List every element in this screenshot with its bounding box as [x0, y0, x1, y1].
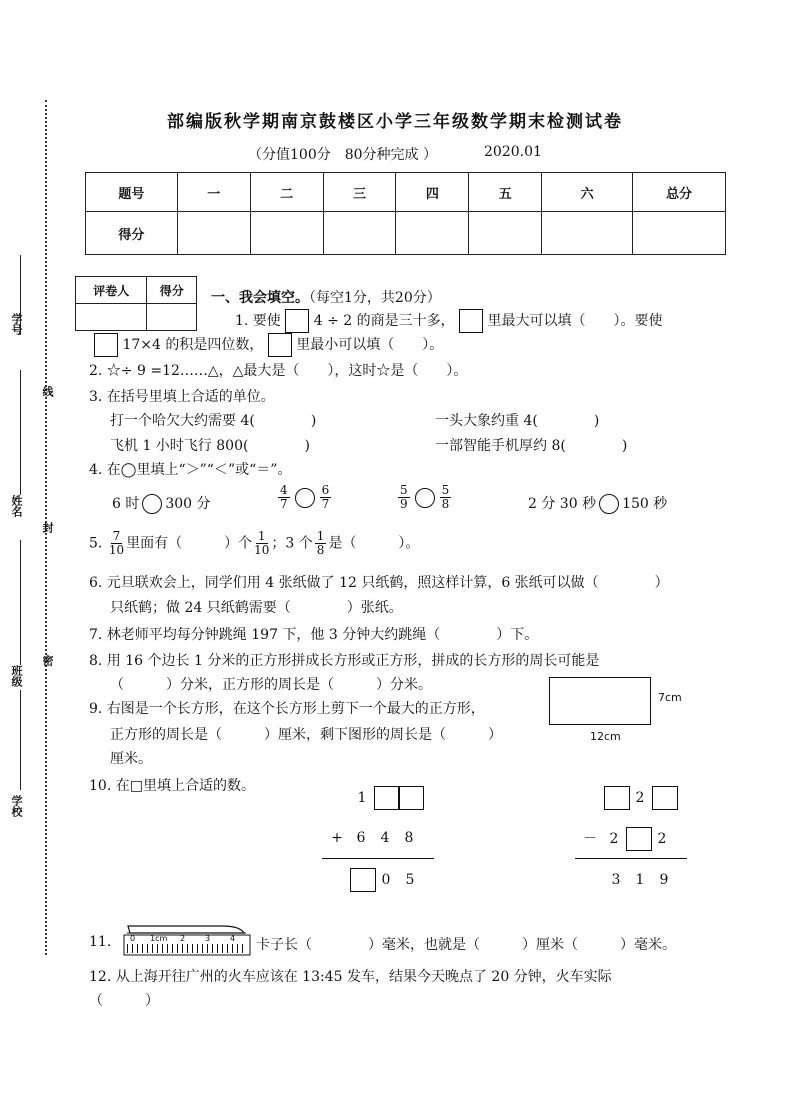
- ruler-tick-label: 2: [180, 934, 186, 943]
- digit: 3: [611, 872, 621, 888]
- compare-circle[interactable]: [295, 488, 315, 508]
- score-header-cell: 总分: [633, 173, 726, 212]
- label-xuehao: 学号: [10, 313, 23, 335]
- label-xian: 线: [41, 386, 54, 397]
- rectangle-figure: [549, 677, 651, 725]
- subtraction-row2: [578, 827, 674, 851]
- score-header-cell: 题号: [86, 173, 178, 212]
- q1-line2: [94, 333, 443, 357]
- answer-box[interactable]: [94, 333, 118, 357]
- answer-box[interactable]: [268, 333, 292, 357]
- q12-line2: （ ）: [89, 993, 159, 1009]
- q11-text: 卡子长（ ）毫米，也就是（ ）厘米（ ）毫米。: [256, 937, 676, 953]
- q1-text: 里最大可以填（ ）。要使: [487, 313, 663, 329]
- rect-length-label: 12cm: [590, 730, 621, 743]
- q4-c: [396, 484, 453, 511]
- label-mi: 密: [41, 655, 54, 666]
- addition-row2: [325, 830, 421, 846]
- label-xuexiao: 学校: [10, 795, 23, 817]
- compare-circle[interactable]: [142, 494, 162, 514]
- score-cell[interactable]: [250, 212, 323, 255]
- answer-box[interactable]: [374, 786, 400, 810]
- ruler-tick-label: 1cm: [150, 934, 168, 943]
- q4-d-right: 150 秒: [622, 496, 668, 512]
- fraction: $\frac{4}{7}$: [280, 483, 288, 511]
- xingming-line: [20, 370, 21, 495]
- q4-a: [112, 493, 211, 514]
- digit: 0: [381, 872, 391, 888]
- ruler-ticks: [127, 944, 247, 953]
- digit: 5: [405, 872, 415, 888]
- plus-sign: +: [331, 830, 343, 846]
- score-cell[interactable]: [542, 212, 633, 255]
- q3-a: 打一个哈欠大约需要 4( ): [110, 413, 317, 429]
- fraction: $\frac{5}{8}$: [441, 483, 450, 511]
- q1-text: 1. 要使: [235, 313, 281, 329]
- q4-b: [276, 484, 333, 511]
- answer-box[interactable]: [459, 309, 483, 333]
- q3-b: 一头大象约重 4( ): [435, 413, 600, 429]
- q5: [89, 530, 419, 557]
- fraction: $\frac{1}{8}$: [316, 529, 325, 557]
- ruler-tick-label: 3: [205, 934, 211, 943]
- label-banji: 班级: [10, 665, 23, 687]
- q12-line1: 12. 从上海开往广州的火车应该在 13:45 发车，结果今天晚点了 20 分钟，火车实际: [89, 969, 612, 985]
- answer-box[interactable]: [350, 868, 376, 892]
- page-title: 部编版秋学期南京鼓楼区小学三年级数学期末检测试卷: [167, 112, 623, 132]
- q5-num: 5.: [89, 535, 103, 552]
- subtraction-row1: [604, 786, 676, 810]
- section-1-title: 一、我会填空。: [211, 290, 309, 306]
- q6-line2: 只纸鹤；做 24 只纸鹤需要（ ）张纸。: [110, 600, 403, 616]
- q3-stem: 3. 在括号里填上合适的单位。: [89, 389, 275, 405]
- q9-line2: 正方形的周长是（ ）厘米，剩下图形的周长是（ ）: [110, 727, 502, 743]
- ruler-tick-label: 4: [230, 934, 236, 943]
- q8-line1: 8. 用 16 个边长 1 分米的正方形拼成长方形或正方形，拼成的长方形的周长可能是: [89, 653, 600, 669]
- q3-d: 一部智能手机厚约 8( ): [435, 438, 628, 454]
- score-header-row: [86, 173, 726, 212]
- q1-text: 17×4 的积是四位数，: [122, 337, 264, 353]
- digit: 9: [659, 872, 669, 888]
- score-header-cell: 三: [323, 173, 396, 212]
- score-header-cell: 一: [177, 173, 250, 212]
- digit: 4: [380, 830, 390, 846]
- fraction: $\frac{6}{7}$: [321, 483, 330, 511]
- score-cell[interactable]: [396, 212, 469, 255]
- q5-text: 是（ ）。: [328, 535, 420, 552]
- q3-c: 飞机 1 小时飞行 800( ): [110, 438, 310, 454]
- xuexiao-line: [20, 690, 21, 790]
- q4-a-left: 6 时: [112, 496, 140, 512]
- subtraction-result: [604, 872, 676, 888]
- digit: 6: [356, 830, 366, 846]
- grader-score-header: 得分: [147, 277, 197, 304]
- digit: 2: [657, 831, 667, 847]
- score-value-row: [86, 212, 726, 255]
- compare-circle[interactable]: [599, 494, 619, 514]
- hair-clip-shape: [128, 926, 244, 933]
- section-1-note: （每空1分，共20分）: [309, 290, 441, 306]
- q8-line2: （ ）分米，正方形的周长是（ ）分米。: [110, 677, 432, 693]
- q2: 2. ☆÷ 9 =12……△，△最大是（ ），这时☆是（ ）。: [89, 363, 468, 379]
- q1-text: 4 ÷ 2 的商是三十多，: [313, 313, 455, 329]
- score-header-cell: 四: [396, 173, 469, 212]
- fraction: $\frac{5}{9}$: [400, 483, 408, 511]
- answer-box[interactable]: [626, 827, 652, 851]
- q4-d: [528, 493, 667, 514]
- q6-line1: 6. 元旦联欢会上，同学们用 4 张纸做了 12 只纸鹤，照这样计算，6 张纸可以做（ ）: [89, 575, 669, 591]
- q5-text: 里面有（ ）个: [126, 535, 253, 552]
- addition-row1: [350, 786, 450, 810]
- score-cell[interactable]: [323, 212, 396, 255]
- q9-line3: 厘米。: [110, 751, 152, 767]
- answer-box[interactable]: [604, 786, 630, 810]
- grader-table: [75, 276, 197, 331]
- digit: 8: [404, 830, 414, 846]
- exam-date: 2020.01: [484, 144, 542, 160]
- q1-line1: [235, 309, 663, 333]
- q4-d-left: 2 分 30 秒: [528, 496, 597, 512]
- fraction: $\frac{1}{10}$: [254, 529, 270, 557]
- grader-header: 评卷人: [76, 277, 147, 304]
- answer-box[interactable]: [398, 786, 424, 810]
- rect-width-label: 7cm: [658, 691, 682, 704]
- subtraction-rule: [575, 858, 687, 859]
- digit: 2: [635, 790, 645, 806]
- section-1-heading: [211, 287, 441, 307]
- addition-result: [350, 868, 422, 892]
- banji-line: [20, 540, 21, 665]
- label-feng: 封: [41, 522, 54, 533]
- score-header-cell: 五: [469, 173, 542, 212]
- score-cell[interactable]: [177, 212, 250, 255]
- compare-circle[interactable]: [415, 488, 435, 508]
- score-header-cell: 六: [542, 173, 633, 212]
- q4-a-right: 300 分: [165, 496, 211, 512]
- grader-name-cell[interactable]: [76, 304, 147, 331]
- q7: 7. 林老师平均每分钟跳绳 197 下，他 3 分钟大约跳绳（ ）下。: [89, 627, 539, 643]
- q4-stem: 4. 在◯里填上“＞”“＜”或“＝”。: [89, 462, 292, 478]
- exam-info: （分值100分 80分种完成 ）: [248, 147, 437, 163]
- label-xingming: 姓名: [10, 495, 23, 517]
- q9-line1: 9. 右图是一个长方形，在这个长方形上剪下一个最大的正方形，: [89, 701, 485, 717]
- q10-stem: 10. 在□里填上合适的数。: [89, 778, 255, 794]
- answer-box[interactable]: [652, 786, 678, 810]
- score-cell[interactable]: [633, 212, 726, 255]
- score-header-cell: 二: [250, 173, 323, 212]
- addition-rule: [322, 858, 434, 859]
- q5-text: ；3 个: [271, 535, 313, 552]
- fraction: $\frac{7}{10}$: [108, 529, 125, 557]
- q1-text: 里最小可以填（ ）。: [296, 337, 444, 353]
- score-table: [85, 172, 726, 255]
- score-row-label: 得分: [86, 212, 178, 255]
- answer-box[interactable]: [285, 309, 309, 333]
- ruler-tick-label: 0: [130, 934, 136, 943]
- digit: 1: [635, 872, 645, 888]
- digit: 2: [609, 831, 619, 847]
- grader-score-cell[interactable]: [147, 304, 197, 331]
- minus-sign: －: [583, 831, 597, 847]
- q11-num: 11.: [89, 934, 112, 950]
- digit: 1: [357, 790, 367, 806]
- score-cell[interactable]: [469, 212, 542, 255]
